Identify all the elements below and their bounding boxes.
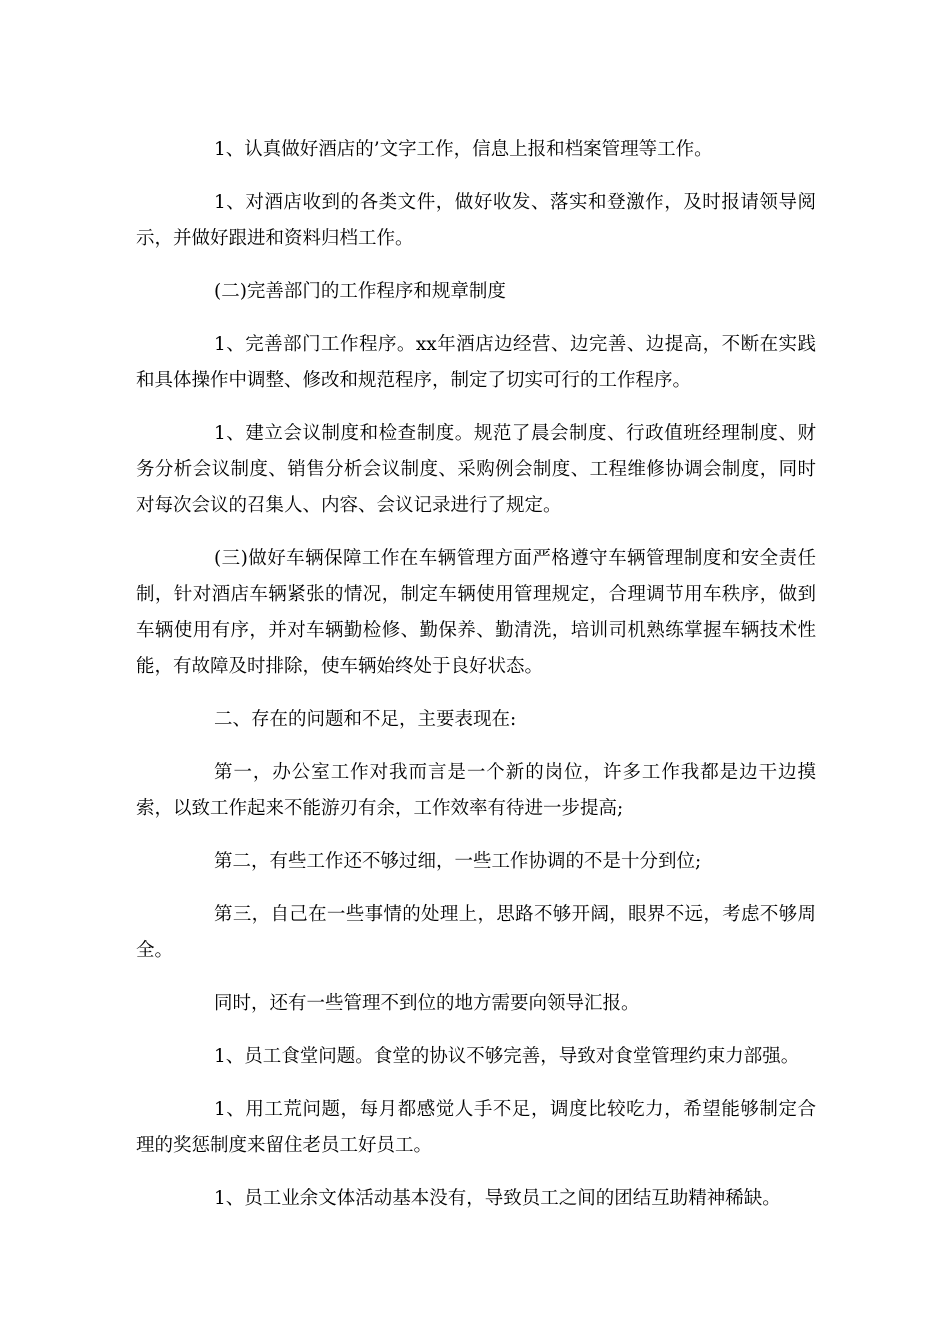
paragraph-3: 1、完善部门工作程序。xx年酒店边经营、边完善、边提高，不断在实践和具体操作中调整、修改和规范程序，制定了切实可行的工作程序。 (136, 334, 816, 391)
document-body (136, 132, 816, 1234)
paragraph-5: (三)做好车辆保障工作在车辆管理方面严格遵守车辆管理制度和安全责任制，针对酒店车辆紧张的情况，制定车辆使用管理规定，合理调节用车秩序，做到车辆使用有序，并对车辆勤检修、勤保养、勤清洗，培训司机熟练掌握车辆技术性能，有故障及时排除，使车辆始终处于良好状态。 (136, 548, 816, 677)
paragraph-2: 1、对酒店收到的各类文件，做好收发、落实和登激作，及时报请领导阅示，并做好跟进和资料归档工作。 (136, 192, 816, 249)
section-heading-problems: 二、存在的问题和不足，主要表现在: (214, 709, 517, 730)
paragraph-7: 第二，有些工作还不够过细，一些工作协调的不是十分到位; (214, 851, 702, 872)
paragraph-1: 1、认真做好酒店的’文字工作，信息上报和档案管理等工作。 (214, 139, 713, 160)
paragraph-8: 第三，自己在一些事情的处理上，思路不够开阔，眼界不远，考虑不够周全。 (136, 904, 816, 961)
paragraph-9: 同时，还有一些管理不到位的地方需要向领导汇报。 (214, 993, 640, 1014)
section-heading-2: (二)完善部门的工作程序和规章制度 (214, 281, 506, 302)
paragraph-10: 1、员工食堂问题。食堂的协议不够完善，导致对食堂管理约束力部强。 (214, 1046, 800, 1067)
paragraph-4: 1、建立会议制度和检查制度。规范了晨会制度、行政值班经理制度、财务分析会议制度、销售分析会议制度、采购例会制度、工程维修协调会制度，同时对每次会议的召集人、内容、会议记录进行了规定。 (136, 423, 816, 516)
paragraph-11: 1、用工荒问题，每月都感觉人手不足，调度比较吃力，希望能够制定合理的奖惩制度来留住老员工好员工。 (136, 1099, 816, 1156)
paragraph-6: 第一，办公室工作对我而言是一个新的岗位，许多工作我都是边干边摸索，以致工作起来不能游刃有余，工作效率有待进一步提高; (136, 762, 816, 819)
paragraph-12: 1、员工业余文体活动基本没有，导致员工之间的团结互助精神稀缺。 (214, 1188, 781, 1209)
